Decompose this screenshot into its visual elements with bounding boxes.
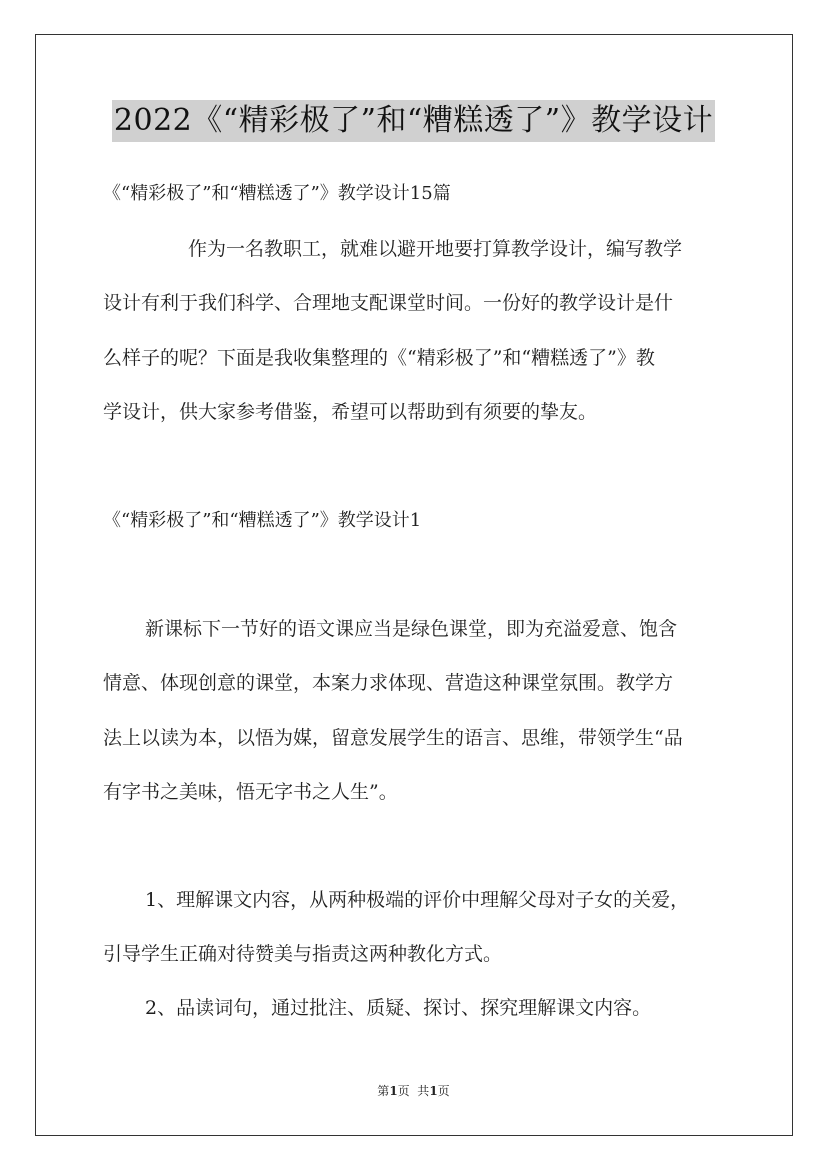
- body-line-4: 有字书之美味，悟无字书之人生”。: [103, 781, 398, 803]
- document-subtitle: 《“精彩极了”和“糟糕透了”》教学设计15篇: [103, 183, 451, 204]
- body-line-2: 情意、体现创意的课堂，本案力求体现、营造这种课堂氛围。教学方: [103, 672, 674, 694]
- goal-line-1: 1、理解课文内容，从两种极端的评价中理解父母对子女的关爱，: [145, 889, 690, 911]
- section-heading: 《“精彩极了”和“糟糕透了”》教学设计1: [103, 510, 422, 531]
- body-line-3: 法上以读为本，以悟为媒，留意发展学生的语言、思维，带领学生“品: [103, 727, 683, 749]
- intro-line-3: 么样子的呢？下面是我收集整理的《“精彩极了”和“糟糕透了”》教: [103, 347, 655, 369]
- footer-total-pages: 1: [429, 1084, 438, 1098]
- footer-prefix: 第: [377, 1084, 390, 1098]
- intro-line-4: 学设计，供大家参考借鉴，希望可以帮助到有须要的挚友。: [103, 401, 598, 423]
- footer-current-page: 1: [389, 1084, 398, 1098]
- page-footer: [0, 1083, 827, 1099]
- footer-suffix: 页: [437, 1084, 450, 1098]
- goal-line-3: 2、品读词句，通过批注、质疑、探讨、探究理解课文内容。: [145, 997, 652, 1019]
- intro-line-2: 设计有利于我们科学、合理地支配课堂时间。一份好的教学设计是什: [103, 292, 674, 314]
- footer-mid: 页 共: [397, 1084, 430, 1098]
- intro-line-1: 作为一名教职工，就难以避开地要打算教学设计，编写教学: [188, 238, 683, 260]
- title-container: [0, 100, 827, 142]
- document-title: 2022《“精彩极了”和“糟糕透了”》教学设计: [112, 100, 715, 142]
- body-line-1: 新课标下一节好的语文课应当是绿色课堂，即为充溢爱意、饱含: [145, 618, 678, 640]
- goal-line-2: 引导学生正确对待赞美与指责这两种教化方式。: [103, 943, 503, 965]
